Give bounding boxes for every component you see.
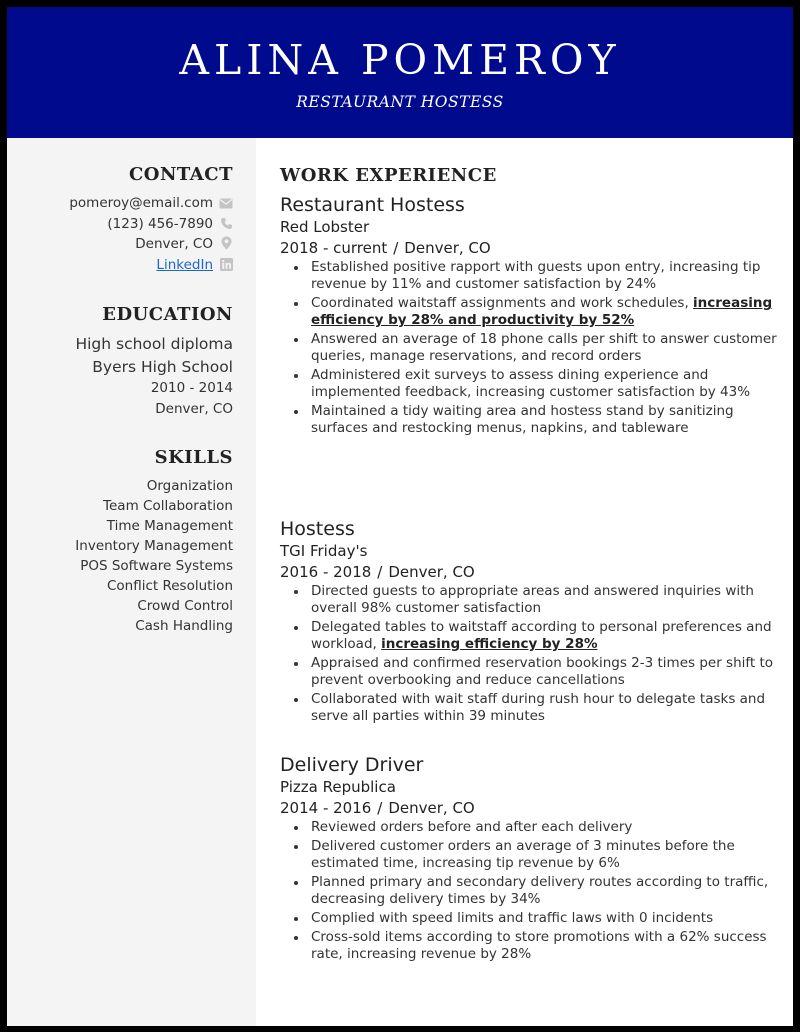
- job-bullet: [311, 331, 780, 365]
- contact-location: [69, 234, 233, 255]
- linkedin-link[interactable]: LinkedIn: [156, 256, 213, 273]
- job-bullets: [280, 583, 780, 725]
- bullet-text: Established positive rapport with guests upon entry, increasing tip revenue by 11% and customer satisfaction by 24%: [311, 259, 761, 292]
- meta-separator: /: [377, 563, 383, 581]
- meta-separator: /: [393, 239, 399, 257]
- job-entry: [280, 753, 780, 965]
- job-bullet: [311, 910, 780, 927]
- job-title: Restaurant Hostess: [280, 194, 465, 216]
- bullet-text: Answered an average of 18 phone calls per shift to answer customer queries, manage reservations, and record orders: [311, 331, 777, 364]
- job-bullet: [311, 583, 780, 617]
- skill-item: Cash Handling: [135, 618, 233, 634]
- work-experience-heading: WORK EXPERIENCE: [280, 165, 497, 186]
- contact-phone: [69, 214, 233, 235]
- bullet-highlight: increasing efficiency by 28%: [381, 636, 598, 652]
- envelope-icon: [219, 198, 233, 212]
- education-location: Denver, CO: [155, 400, 233, 417]
- job-bullet: [311, 259, 780, 293]
- job-location: Denver, CO: [404, 239, 491, 257]
- job-bullet: [311, 655, 780, 689]
- bullet-text: Reviewed orders before and after each delivery: [311, 819, 633, 835]
- sidebar: [7, 138, 256, 1026]
- job-dates: 2016 - 2018: [280, 563, 372, 581]
- job-title: Delivery Driver: [280, 754, 424, 776]
- skill-item: Conflict Resolution: [106, 578, 233, 594]
- job-meta: [280, 798, 780, 819]
- education-degree: High school diploma: [75, 335, 233, 353]
- job-dates: 2018 - current: [280, 239, 388, 257]
- job-company: Red Lobster: [280, 218, 370, 236]
- bullet-text: Collaborated with wait staff during rush hour to delegate tasks and serve all parties within 39 minutes: [311, 691, 766, 724]
- candidate-name: ALINA POMEROY: [179, 36, 621, 84]
- skill-item: Team Collaboration: [103, 498, 233, 514]
- skill-item: Inventory Management: [75, 538, 233, 554]
- job-meta: [280, 562, 780, 583]
- bullet-text: Planned primary and secondary delivery routes according to traffic, decreasing delivery times by 34%: [311, 874, 769, 907]
- contact-section: [69, 166, 233, 275]
- linkedin-icon: [219, 258, 233, 272]
- job-bullet: [311, 295, 780, 329]
- map-pin-icon: [219, 236, 233, 250]
- job-entry: [280, 517, 780, 727]
- education-heading: EDUCATION: [102, 304, 233, 325]
- skill-item: Crowd Control: [137, 598, 233, 614]
- job-bullets: [280, 819, 780, 963]
- location-text: Denver, CO: [135, 236, 213, 252]
- education-section: [75, 306, 233, 419]
- meta-separator: /: [377, 799, 383, 817]
- skill-item: Time Management: [106, 518, 233, 534]
- bullet-text: Delegated tables to waitstaff according to personal preferences and workload,: [311, 619, 772, 652]
- bullet-text: Maintained a tidy waiting area and hostess stand by sanitizing surfaces and restocking menus, napkins, and tableware: [311, 403, 734, 436]
- education-years: 2010 - 2014: [150, 380, 233, 396]
- phone-text: (123) 456-7890: [107, 215, 213, 232]
- bullet-text: Administered exit surveys to assess dining experience and implemented feedback, increasing customer satisfaction by 43%: [311, 367, 751, 400]
- skill-item: Organization: [146, 478, 233, 494]
- job-company: TGI Friday's: [280, 542, 368, 560]
- job-bullet: [311, 874, 780, 908]
- job-bullet: [311, 691, 780, 725]
- education-school: Byers High School: [92, 357, 233, 376]
- job-bullet: [311, 403, 780, 437]
- bullet-highlight: increasing efficiency by 28% and productivity by 52%: [311, 295, 773, 328]
- skill-item: POS Software Systems: [80, 558, 233, 574]
- phone-icon: [219, 217, 233, 231]
- job-bullets: [280, 259, 780, 437]
- bullet-text: Coordinated waitstaff assignments and work schedules,: [311, 295, 694, 311]
- email-text: pomeroy@email.com: [69, 195, 213, 211]
- resume-page: [7, 7, 793, 1026]
- job-bullet: [311, 619, 780, 653]
- bullet-text: Appraised and confirmed reservation bookings 2-3 times per shift to prevent overbooking and reduce cancellations: [311, 655, 774, 688]
- resume-header: [7, 7, 793, 138]
- bullet-text: Cross-sold items according to store promotions with a 62% success rate, increasing revenue by 28%: [311, 929, 767, 962]
- bullet-text: Directed guests to appropriate areas and answered inquiries with overall 98% customer satisfaction: [311, 583, 754, 616]
- job-bullet: [311, 929, 780, 963]
- job-location: Denver, CO: [388, 563, 475, 581]
- job-meta: [280, 238, 780, 259]
- job-entry: [280, 193, 780, 439]
- job-title: Hostess: [280, 518, 355, 540]
- skills-heading: SKILLS: [154, 447, 233, 468]
- bullet-text: Delivered customer orders an average of 3 minutes before the estimated time, increasing tip revenue by 6%: [311, 838, 735, 871]
- contact-heading: CONTACT: [128, 164, 233, 185]
- contact-email: [69, 193, 233, 214]
- job-location: Denver, CO: [388, 799, 475, 817]
- skills-section: [75, 449, 233, 636]
- job-bullet: [311, 838, 780, 872]
- contact-linkedin: [69, 255, 233, 276]
- job-bullet: [311, 819, 780, 836]
- candidate-role: RESTAURANT HOSTESS: [296, 93, 504, 111]
- bullet-text: Complied with speed limits and traffic laws with 0 incidents: [311, 910, 714, 926]
- job-company: Pizza Republica: [280, 778, 396, 796]
- job-bullet: [311, 367, 780, 401]
- job-dates: 2014 - 2016: [280, 799, 372, 817]
